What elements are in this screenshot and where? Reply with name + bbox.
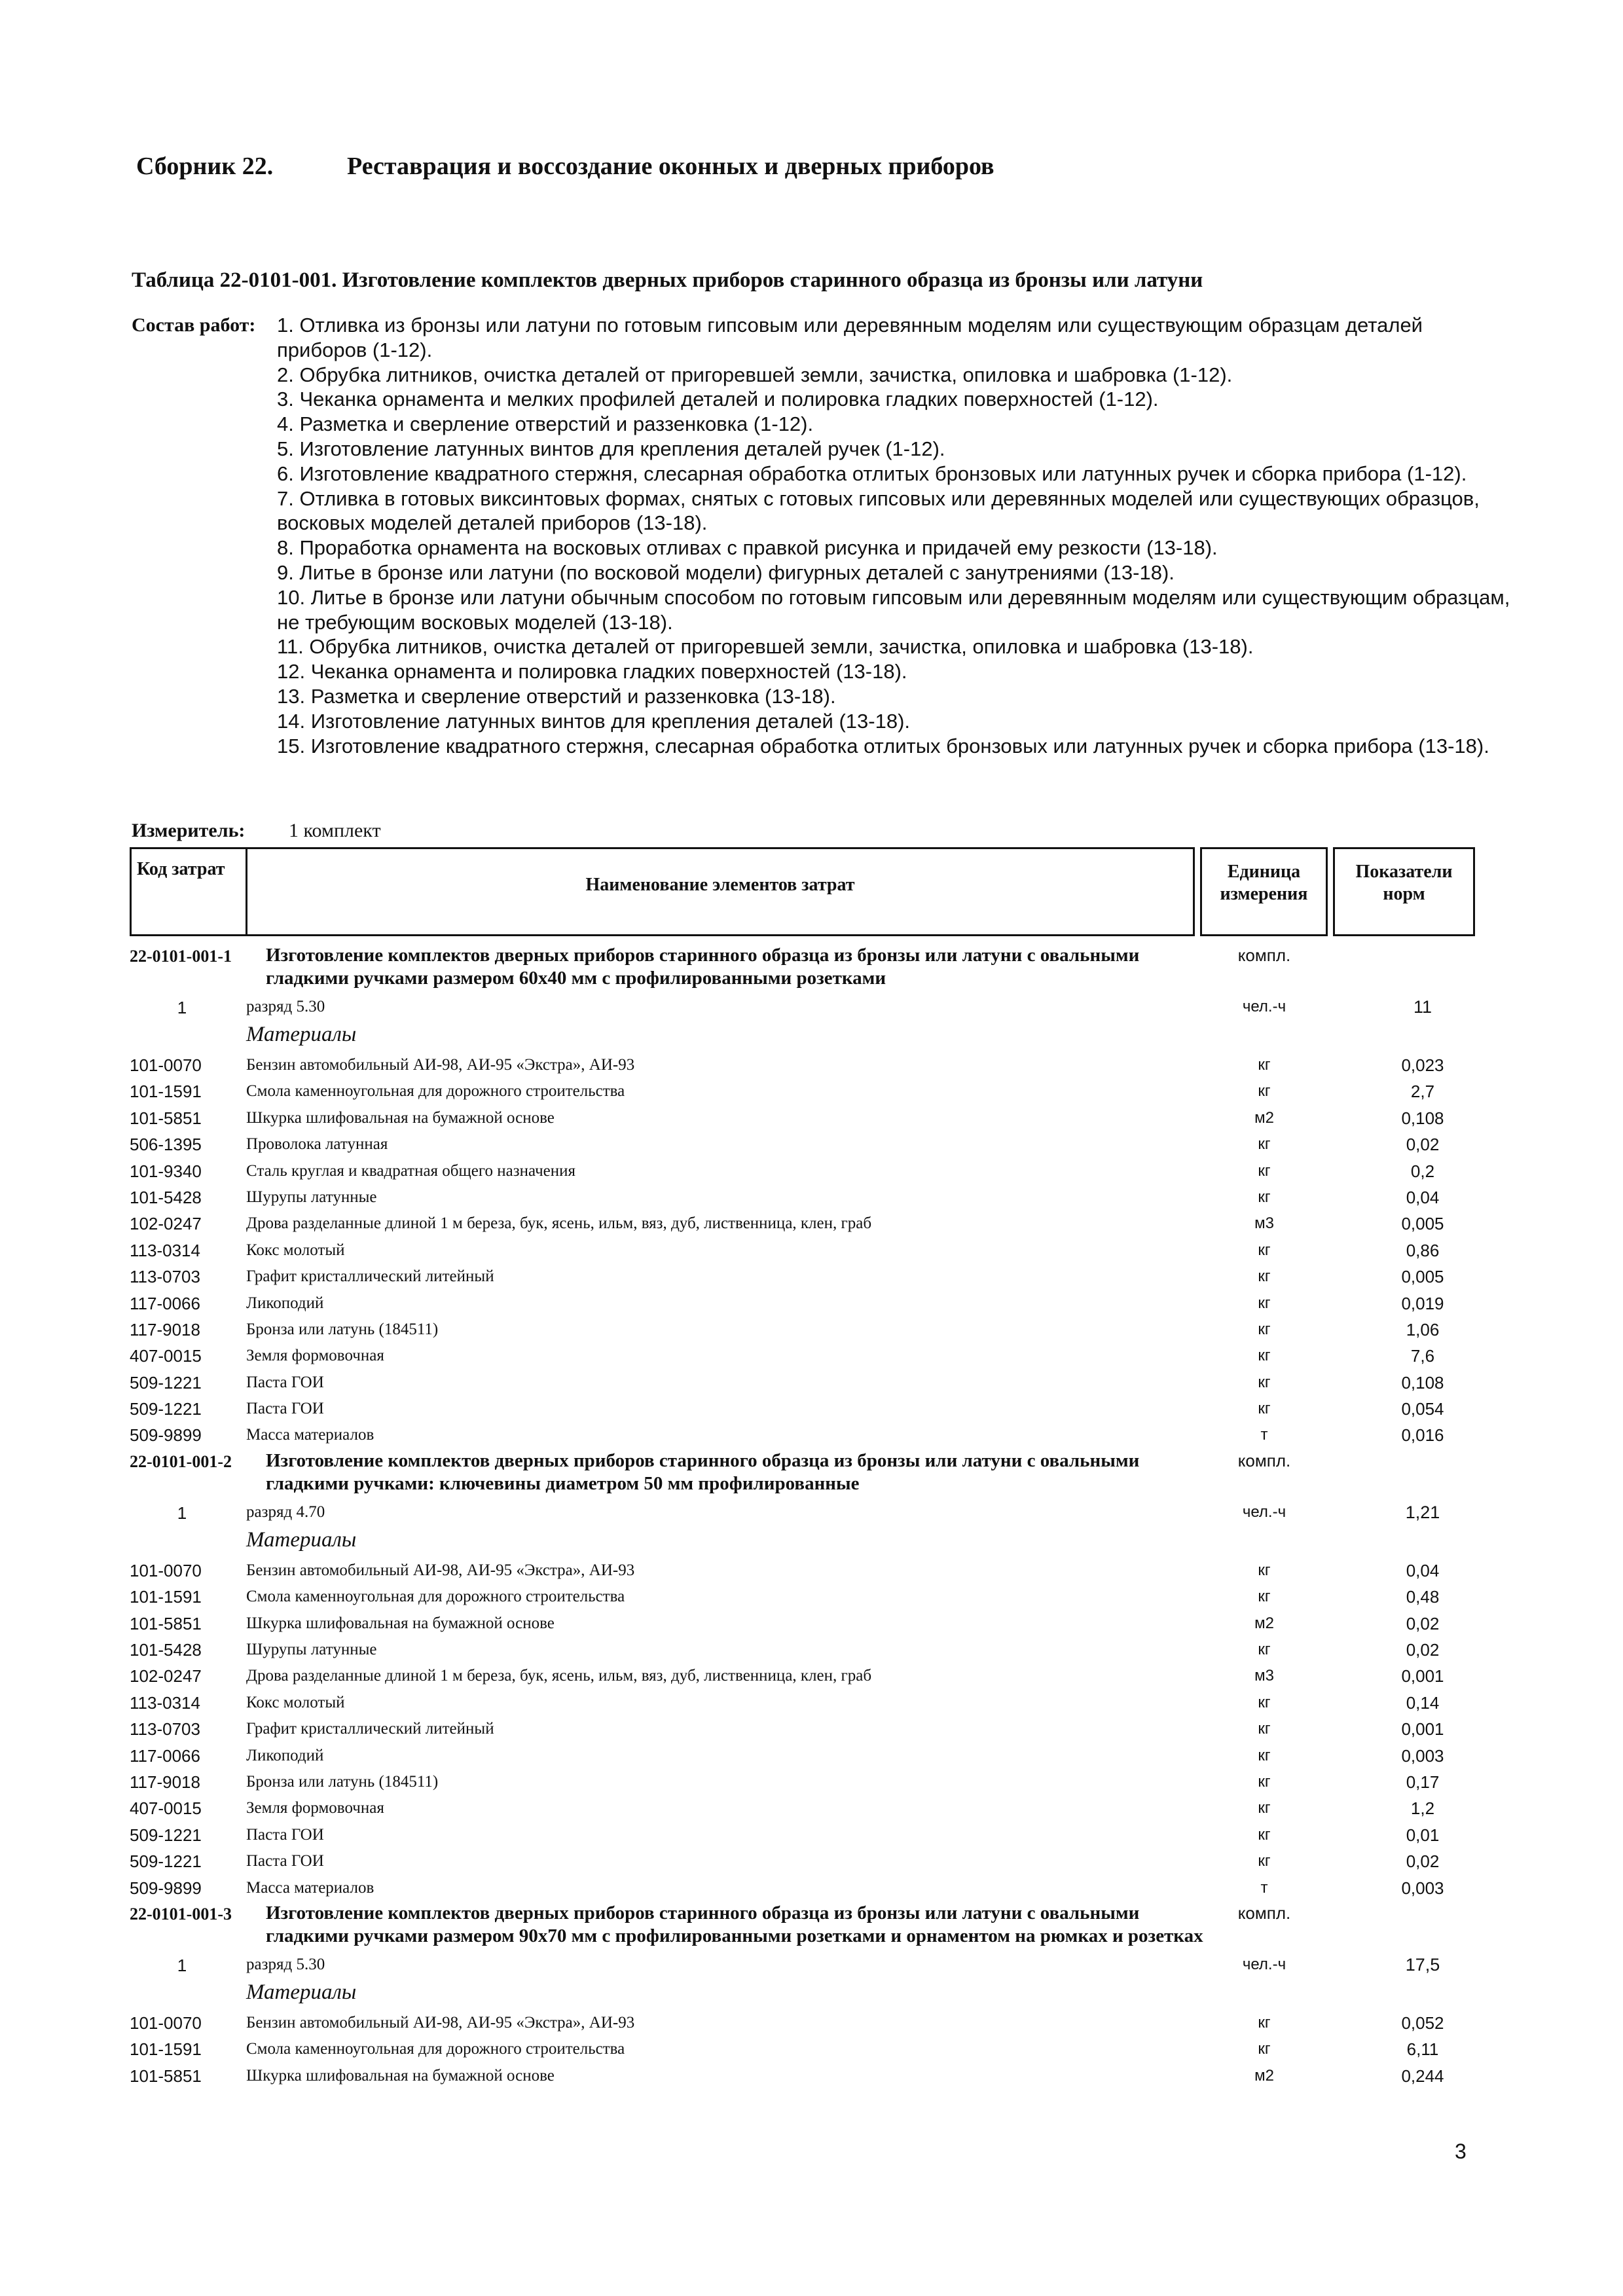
table-row — [130, 2009, 1478, 2035]
cell-norm: 0,02 — [1406, 1851, 1440, 1872]
header-cell-norm — [1333, 847, 1475, 936]
cell-name: Дрова разделанные длиной 1 м береза, бук, ясень, ильм, вяз, дуб, лиственница, клен, граб — [246, 1667, 872, 1685]
header-norm — [1335, 861, 1473, 905]
table-row — [130, 1131, 1478, 1157]
cell-name: Шурупы латунные — [246, 1188, 377, 1206]
cell-norm: 0,86 — [1406, 1240, 1440, 1260]
cell-code: 117-0066 — [130, 1293, 200, 1313]
table-row — [130, 1662, 1478, 1688]
cell-norm: 0,02 — [1406, 1640, 1440, 1660]
cell-code: 509-1221 — [130, 1372, 202, 1393]
cell-unit: чел.-ч — [1242, 1503, 1286, 1521]
table-row — [130, 1078, 1478, 1104]
cell-norm: 0,02 — [1406, 1135, 1440, 1155]
table-row — [130, 1369, 1478, 1395]
cell-unit: м3 — [1254, 1667, 1274, 1685]
cell-code: 113-0314 — [130, 1692, 200, 1713]
cell-name: Бензин автомобильный АИ-98, АИ-95 «Экстра», АИ-93 — [246, 1561, 635, 1579]
cell-norm: 0,054 — [1401, 1399, 1444, 1419]
table-row — [130, 1316, 1478, 1342]
cell-code: 101-5851 — [130, 1108, 202, 1128]
cell-norm: 0,005 — [1401, 1214, 1444, 1234]
table-row — [130, 2035, 1478, 2062]
cell-name: Бензин автомобильный АИ-98, АИ-95 «Экстра», АИ-93 — [246, 2013, 635, 2032]
cell-name: Проволока латунная — [246, 1135, 388, 1154]
cell-norm: 1,21 — [1405, 1502, 1440, 1522]
cell-code: 509-9899 — [130, 1878, 202, 1898]
cell-unit: кг — [1258, 1373, 1271, 1391]
cell-unit: кг — [1258, 1693, 1271, 1711]
table-row — [130, 1051, 1478, 1078]
cell-norm: 0,48 — [1406, 1587, 1440, 1607]
table-row — [130, 1742, 1478, 1768]
cell-unit: кг — [1258, 1561, 1271, 1579]
cell-code: 1 — [177, 998, 187, 1017]
cell-code: 101-1591 — [130, 2039, 202, 2060]
cell-name: Земля формовочная — [246, 1347, 384, 1365]
table-title: Таблица 22-0101-001. Изготовление комплектов дверных приборов старинного образца из бронзы или латуни — [132, 268, 1203, 292]
table-row — [130, 1610, 1478, 1636]
cell-code: 22-0101-001-2 — [130, 1451, 232, 1471]
collection-number: Сборник 22. — [136, 153, 274, 180]
cell-unit: кг — [1258, 1852, 1271, 1870]
cell-norm: 7,6 — [1410, 1346, 1435, 1366]
cell-unit: кг — [1258, 1720, 1271, 1738]
cell-code: 509-1221 — [130, 1851, 202, 1872]
table-row — [130, 993, 1478, 1020]
cell-norm: 0,244 — [1401, 2066, 1444, 2086]
works-item: 4. Разметка и сверление отверстий и раззенковка (1-12). — [277, 412, 814, 436]
cell-code: 113-0703 — [130, 1719, 200, 1740]
page-number: 3 — [1455, 2140, 1467, 2163]
cell-norm: 0,02 — [1406, 1613, 1440, 1633]
cell-code: 509-1221 — [130, 1825, 202, 1845]
header-unit-line1: Единица — [1227, 862, 1301, 882]
cell-name: Смола каменноугольная для дорожного строительства — [246, 1082, 625, 1101]
header-cell-name — [246, 847, 1195, 936]
table-row — [130, 1583, 1478, 1609]
works-item: 7. Отливка в готовых виксинтовых формах, снятых с готовых гипсовых или деревянных моделей или существующих образцов, восковых моделей деталей приборов (13-18). — [277, 486, 1480, 535]
table-row — [130, 1950, 1478, 1978]
cell-unit: кг — [1258, 1082, 1271, 1101]
works-item: 9. Литье в бронзе или латуни (по восковой модели) фигурных деталей с занутрениями (13-18). — [277, 560, 1175, 584]
cell-unit: т — [1260, 1426, 1268, 1444]
cell-code: 101-0070 — [130, 1055, 202, 1075]
cell-code: 506-1395 — [130, 1135, 202, 1155]
cell-name: Смола каменноугольная для дорожного строительства — [246, 1588, 625, 1606]
cell-norm: 1,06 — [1406, 1319, 1440, 1339]
cell-unit: кг — [1258, 1799, 1271, 1817]
cell-unit: м2 — [1254, 2066, 1274, 2085]
cell-name: Ликоподий — [246, 1294, 324, 1312]
cell-norm: 17,5 — [1405, 1954, 1440, 1975]
measure-label: Измеритель: — [132, 820, 246, 841]
cell-unit: м2 — [1254, 1614, 1274, 1632]
table-row — [130, 1498, 1478, 1525]
cell-norm: 0,023 — [1401, 1055, 1444, 1075]
cell-name: Паста ГОИ — [246, 1400, 324, 1418]
cell-code: 407-0015 — [130, 1798, 202, 1819]
cell-name: разряд 5.30 — [246, 1955, 325, 1973]
cell-name: Изготовление комплектов дверных приборов старинного образца из бронзы или латуни с овальными гладкими ручками: ключевины диаметром 50 мм профилированные — [266, 1449, 1140, 1494]
cell-name: Шкурка шлифовальная на бумажной основе — [246, 1614, 555, 1632]
cost-table-body — [130, 943, 1478, 2088]
cell-name: Шурупы латунные — [246, 1641, 377, 1659]
cell-name: Графит кристаллический литейный — [246, 1267, 494, 1286]
works-item: 3. Чеканка орнамента и мелких профилей деталей и полировка гладких поверхностей (1-12). — [277, 388, 1159, 411]
works-item: 2. Обрубка литников, очистка деталей от пригоревшей земли, зачистка, опиловка и шабровка (1-12). — [277, 363, 1233, 386]
cell-unit: кг — [1258, 1294, 1271, 1312]
works-item: 15. Изготовление квадратного стержня, слесарная обработка отлитых бронзовых или латунных ручек и сборка прибора (13-18). — [277, 734, 1489, 757]
cell-name: Бронза или латунь (184511) — [246, 1320, 439, 1338]
table-row — [130, 1848, 1478, 1874]
works-item: 1. Отливка из бронзы или латуни по готовым гипсовым или деревянным моделям или существующим образцам деталей приборов (1-12). — [277, 314, 1423, 361]
cell-code: 1 — [177, 1503, 187, 1523]
cell-code: 102-0247 — [130, 1666, 202, 1686]
table-item-row — [130, 943, 1478, 993]
materials-heading-row — [130, 1020, 1478, 1051]
cell-norm: 0,003 — [1401, 1745, 1444, 1766]
header-cell-code — [130, 847, 247, 936]
header-name: Наименование элементов затрат — [585, 875, 855, 895]
cell-name: Материалы — [246, 1023, 357, 1046]
works-label: Состав работ: — [132, 314, 256, 336]
cell-code: 101-1591 — [130, 1587, 202, 1607]
cell-norm: 0,005 — [1401, 1267, 1444, 1287]
cell-unit: кг — [1258, 1267, 1271, 1286]
cell-unit: чел.-ч — [1242, 1955, 1286, 1973]
cell-unit: компл. — [1237, 1450, 1291, 1470]
works-item: 8. Проработка орнамента на восковых отливах с правкой рисунка и придачей ему резкости (13-18). — [277, 536, 1218, 560]
cell-name: Смола каменноугольная для дорожного строительства — [246, 2040, 625, 2058]
works-item: 12. Чеканка орнамента и полировка гладких поверхностей (13-18). — [277, 660, 907, 683]
cell-name: Кокс молотый — [246, 1693, 345, 1711]
cell-code: 117-9018 — [130, 1772, 200, 1792]
cell-unit: кг — [1258, 1641, 1271, 1659]
cell-name: Материалы — [246, 1980, 357, 2004]
cell-unit: т — [1260, 1878, 1268, 1897]
cell-unit: кг — [1258, 2040, 1271, 2058]
cell-unit: м2 — [1254, 1108, 1274, 1127]
cell-name: разряд 4.70 — [246, 1503, 325, 1521]
cell-norm: 0,01 — [1406, 1825, 1440, 1845]
cell-norm: 0,2 — [1410, 1161, 1435, 1181]
header-cell-unit — [1200, 847, 1328, 936]
cell-code: 22-0101-001-1 — [130, 947, 232, 966]
cell-norm: 0,17 — [1406, 1772, 1440, 1792]
table-row — [130, 1157, 1478, 1184]
cell-norm: 0,04 — [1406, 1187, 1440, 1207]
cell-name: Паста ГОИ — [246, 1373, 324, 1391]
cell-unit: кг — [1258, 1825, 1271, 1844]
cell-norm: 0,04 — [1406, 1560, 1440, 1580]
measure — [132, 820, 381, 842]
works-list — [277, 313, 1514, 758]
cell-unit: кг — [1258, 1588, 1271, 1606]
cell-name: Бронза или латунь (184511) — [246, 1772, 439, 1791]
works-item: 13. Разметка и сверление отверстий и раззенковка (13-18). — [277, 684, 836, 708]
header-code: Код затрат — [137, 859, 225, 879]
cell-code: 1 — [177, 1955, 187, 1975]
cell-norm: 0,019 — [1401, 1293, 1444, 1313]
cell-code: 101-1591 — [130, 1082, 202, 1102]
cell-code: 101-0070 — [130, 1560, 202, 1580]
cell-norm: 0,108 — [1401, 1108, 1444, 1128]
materials-heading-row — [130, 1525, 1478, 1557]
cell-name: Материалы — [246, 1527, 357, 1552]
table-row — [130, 1342, 1478, 1368]
header-norm-line2: норм — [1383, 884, 1425, 904]
table-row — [130, 1237, 1478, 1263]
cell-unit: кг — [1258, 1347, 1271, 1365]
cell-norm: 1,2 — [1410, 1798, 1435, 1819]
cell-norm: 0,052 — [1401, 2013, 1444, 2033]
cell-unit: кг — [1258, 1135, 1271, 1154]
cell-name: Шкурка шлифовальная на бумажной основе — [246, 1108, 555, 1127]
cell-name: разряд 5.30 — [246, 998, 325, 1015]
table-row — [130, 1421, 1478, 1448]
materials-heading-row — [130, 1978, 1478, 2009]
cell-norm: 0,001 — [1401, 1666, 1444, 1686]
cell-code: 407-0015 — [130, 1346, 202, 1366]
cell-code: 117-0066 — [130, 1745, 200, 1766]
cell-unit: м3 — [1254, 1214, 1274, 1233]
cell-code: 101-5428 — [130, 1187, 202, 1207]
table-row — [130, 2062, 1478, 2088]
table-item-row — [130, 1448, 1478, 1498]
cell-norm: 11 — [1413, 997, 1432, 1017]
header-unit-line2: измерения — [1220, 884, 1308, 904]
table-row — [130, 1715, 1478, 1741]
cell-norm: 0,14 — [1406, 1692, 1440, 1713]
cell-unit: кг — [1258, 1056, 1271, 1074]
cell-name: Изготовление комплектов дверных приборов старинного образца из бронзы или латуни с овальными гладкими ручками размером 90х70 мм с профилированными розетками и орнаментом на рюмках и розетках — [266, 1902, 1203, 1946]
cell-unit: кг — [1258, 1400, 1271, 1418]
cell-norm: 0,108 — [1401, 1372, 1444, 1393]
cell-name: Изготовление комплектов дверных приборов старинного образца из бронзы или латуни с овальными гладкими ручками размером 60х40 мм с профилированными розетками — [266, 945, 1140, 989]
collection-name: Реставрация и воссоздание оконных и дверных приборов — [347, 153, 994, 180]
works-item: 10. Литье в бронзе или латуни обычным способом по готовым гипсовым или деревянным моделям или существующим образцам, не требующим восковых моделей (13-18). — [277, 585, 1510, 634]
table-row — [130, 1104, 1478, 1131]
cell-code: 22-0101-001-3 — [130, 1904, 232, 1923]
cell-code: 509-9899 — [130, 1425, 202, 1446]
table-row — [130, 1636, 1478, 1662]
cell-code: 101-5428 — [130, 1640, 202, 1660]
cell-norm: 0,016 — [1401, 1425, 1444, 1446]
header-unit — [1202, 861, 1326, 905]
works-item: 14. Изготовление латунных винтов для крепления деталей (13-18). — [277, 709, 911, 733]
table-row — [130, 1395, 1478, 1421]
cell-code: 101-9340 — [130, 1161, 202, 1181]
cell-name: Шкурка шлифовальная на бумажной основе — [246, 2066, 555, 2085]
cell-code: 509-1221 — [130, 1399, 202, 1419]
cell-norm: 2,7 — [1410, 1082, 1435, 1102]
cell-code: 117-9018 — [130, 1319, 200, 1339]
cell-unit: кг — [1258, 1320, 1271, 1338]
table-row — [130, 1184, 1478, 1210]
cell-name: Кокс молотый — [246, 1241, 345, 1259]
table-row — [130, 1263, 1478, 1289]
cell-unit: кг — [1258, 1241, 1271, 1259]
table-row — [130, 1821, 1478, 1848]
cell-unit: кг — [1258, 1746, 1271, 1764]
cell-norm: 6,11 — [1406, 2039, 1439, 2060]
cell-code: 102-0247 — [130, 1214, 202, 1234]
table-row — [130, 1689, 1478, 1715]
cell-unit: кг — [1258, 1161, 1271, 1180]
table-row — [130, 1290, 1478, 1316]
cell-code: 101-0070 — [130, 2013, 202, 2033]
cell-norm: 0,003 — [1401, 1878, 1444, 1898]
cell-unit: кг — [1258, 1772, 1271, 1791]
collection-title — [136, 152, 994, 181]
cell-name: Графит кристаллический литейный — [246, 1720, 494, 1738]
cell-name: Земля формовочная — [246, 1799, 384, 1817]
cell-code: 101-5851 — [130, 2066, 202, 2086]
table-row — [130, 1557, 1478, 1583]
cell-name: Бензин автомобильный АИ-98, АИ-95 «Экстра», АИ-93 — [246, 1056, 635, 1074]
cell-name: Дрова разделанные длиной 1 м береза, бук, ясень, ильм, вяз, дуб, лиственница, клен, граб — [246, 1214, 872, 1233]
cell-name: Сталь круглая и квадратная общего назначения — [246, 1161, 576, 1180]
table-row — [130, 1210, 1478, 1236]
works-item: 5. Изготовление латунных винтов для крепления деталей ручек (1-12). — [277, 437, 945, 460]
cell-norm: 0,001 — [1401, 1719, 1444, 1740]
header-norm-line1: Показатели — [1355, 862, 1453, 882]
works-item: 11. Обрубка литников, очистка деталей от пригоревшей земли, зачистка, опиловка и шабровка (13-18). — [277, 635, 1254, 659]
cell-unit: кг — [1258, 1188, 1271, 1206]
table-row — [130, 1795, 1478, 1821]
works-item: 6. Изготовление квадратного стержня, слесарная обработка отлитых бронзовых или латунных ручек и сборка прибора (1-12). — [277, 462, 1467, 485]
cell-name: Ликоподий — [246, 1746, 324, 1764]
cell-name: Паста ГОИ — [246, 1852, 324, 1870]
cell-unit: чел.-ч — [1242, 998, 1286, 1015]
cell-unit: компл. — [1237, 945, 1291, 965]
cell-name: Масса материалов — [246, 1426, 374, 1444]
cell-code: 113-0314 — [130, 1240, 200, 1260]
table-row — [130, 1768, 1478, 1795]
cell-name: Паста ГОИ — [246, 1825, 324, 1844]
table-row — [130, 1874, 1478, 1901]
cell-unit: компл. — [1237, 1903, 1291, 1923]
cell-code: 101-5851 — [130, 1613, 202, 1633]
measure-value: 1 комплект — [289, 820, 381, 841]
table-item-row — [130, 1901, 1478, 1950]
cell-name: Масса материалов — [246, 1878, 374, 1897]
cell-code: 113-0703 — [130, 1267, 200, 1287]
cell-unit: кг — [1258, 2013, 1271, 2032]
